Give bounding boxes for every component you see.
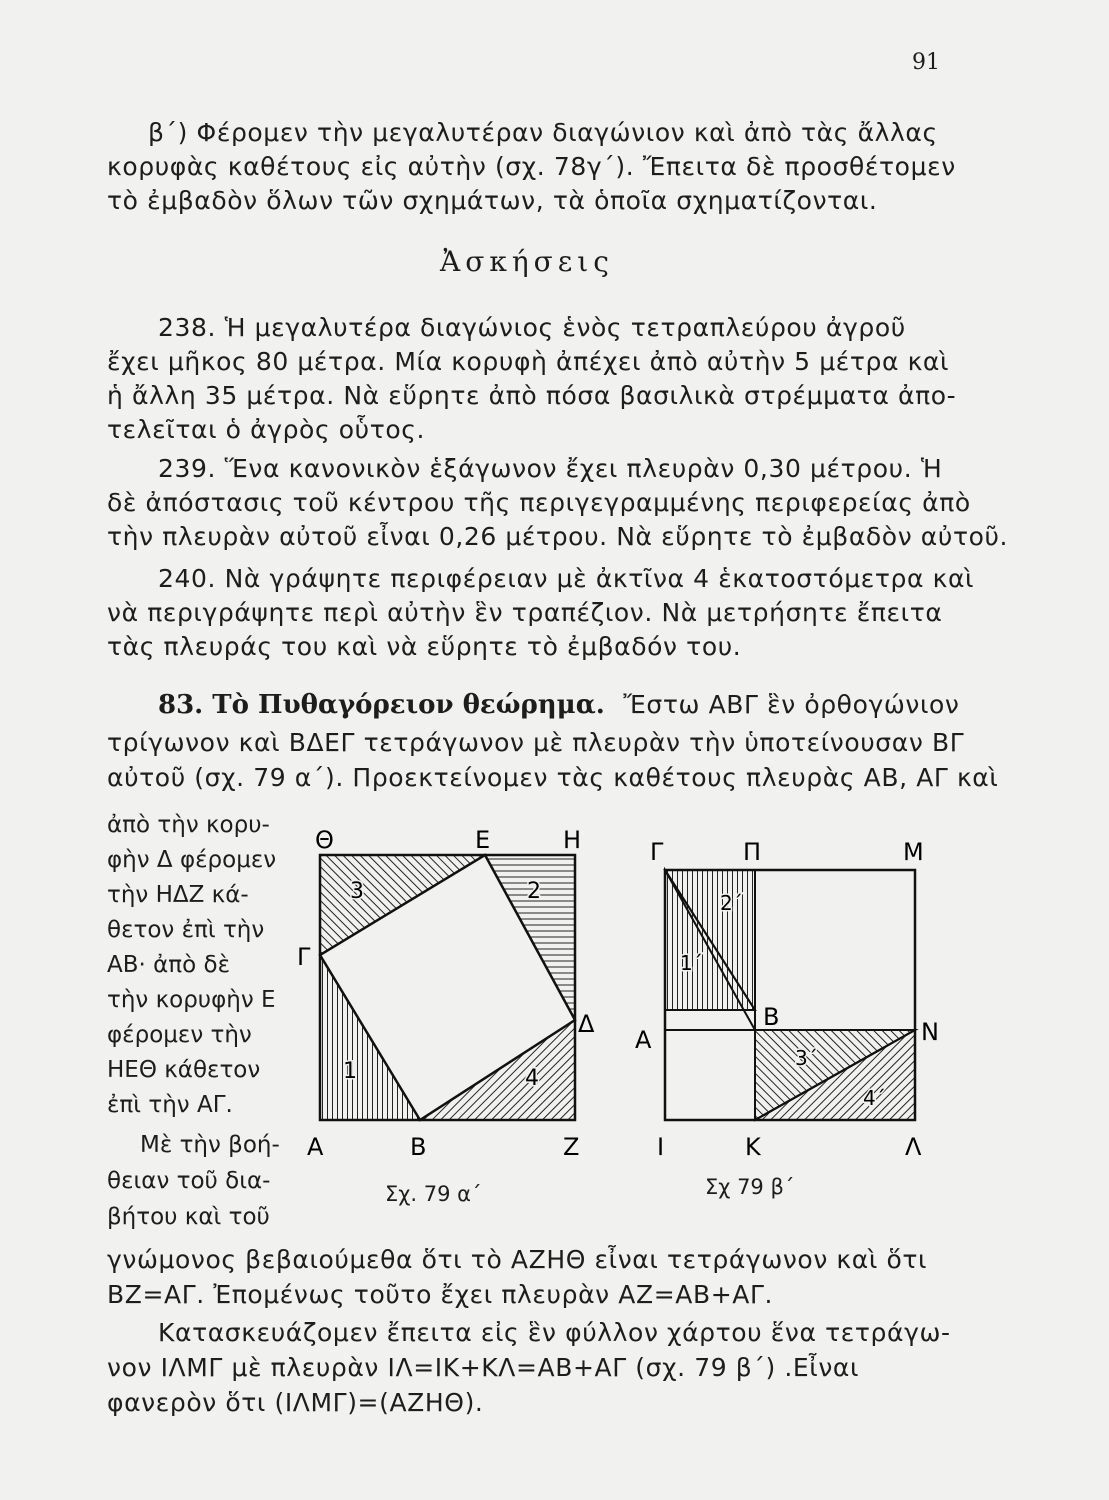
side-line: τὴν κορυφὴν Ε bbox=[107, 987, 276, 1013]
section-first-line bbox=[158, 690, 960, 720]
exercises-heading: Ἀσκήσεις bbox=[440, 245, 614, 278]
fig-b-region-3: 3΄ bbox=[795, 1046, 818, 1070]
exercise-line: ἔχει μῆκος 80 μέτρα. Μία κορυφὴ ἀπέχει ἀπὸ αὐτὴν 5 μέτρα καὶ bbox=[107, 347, 950, 376]
fig-b-region-4: 4΄ bbox=[863, 1086, 886, 1110]
after-line: γνώμονος βεβαιούμεθα ὅτι τὸ ΑΖΗΘ εἶναι τετράγωνον καὶ ὅτι bbox=[107, 1245, 928, 1274]
figure-a-caption: Σχ. 79 α΄ bbox=[385, 1182, 482, 1206]
section-line-rest: Ἔστω ΑΒΓ ἓν ὀρθογώνιον bbox=[623, 690, 960, 719]
side-line: Μὲ τὴν βοή- bbox=[140, 1132, 280, 1158]
fig-a-region-2: 2 bbox=[527, 879, 541, 904]
fig-a-region-3: 3 bbox=[350, 879, 364, 904]
side-line: φὴν Δ φέρομεν bbox=[107, 847, 277, 873]
fig-a-label-H: Η bbox=[563, 826, 582, 854]
exercise-line: 239. Ἕνα κανονικὸν ἑξάγωνον ἔχει πλευρὰν 0,30 μέτρου. Ἡ bbox=[158, 454, 943, 483]
exercise-line: 238. Ἡ μεγαλυτέρα διαγώνιος ἑνὸς τετραπλεύρου ἀγροῦ bbox=[158, 313, 906, 342]
side-line: θειαν τοῦ δια- bbox=[107, 1168, 271, 1194]
exercise-line: τελεῖται ὁ ἀγρὸς οὗτος. bbox=[107, 415, 426, 444]
side-line: ἐπὶ τὴν ΑΓ. bbox=[107, 1092, 233, 1118]
fig-b-label-K: Κ bbox=[745, 1133, 761, 1161]
side-line: ΗΕΘ κάθετον bbox=[107, 1057, 261, 1083]
fig-b-label-pi: Π bbox=[743, 838, 762, 866]
side-line: φέρομεν τὴν bbox=[107, 1022, 252, 1048]
side-line: ΑΒ· ἀπὸ δὲ bbox=[107, 952, 231, 978]
fig-b-region-1: 1΄ bbox=[680, 951, 703, 975]
after-line: Κατασκευάζομεν ἔπειτα εἰς ἓν φύλλον χάρτου ἕνα τετράγω- bbox=[158, 1318, 951, 1347]
exercise-line: 240. Νὰ γράψητε περιφέρειαν μὲ ἀκτῖνα 4 ἑκατοστόμετρα καὶ bbox=[158, 564, 975, 593]
exercise-line: δὲ ἀπόστασις τοῦ κέντρου τῆς περιγεγραμμένης περιφερείας ἀπὸ bbox=[107, 488, 971, 517]
side-line: τὴν ΗΔΖ κά- bbox=[107, 882, 249, 908]
side-line: ἀπὸ τὴν κορυ- bbox=[107, 812, 270, 838]
fig-b-label-B: Β bbox=[763, 1003, 780, 1031]
figure-b-caption: Σχ 79 β΄ bbox=[705, 1175, 795, 1199]
fig-a-region-1: 1 bbox=[343, 1059, 357, 1084]
fig-a-label-B: Β bbox=[410, 1133, 427, 1161]
fig-a-label-A: Α bbox=[307, 1133, 324, 1161]
after-line: νον ΙΛΜΓ μὲ πλευρὰν ΙΛ=ΙΚ+ΚΛ=ΑΒ+ΑΓ (σχ. 79 β΄) .Εἶναι bbox=[107, 1353, 860, 1382]
figure-79a bbox=[295, 820, 595, 1180]
page-number: 91 bbox=[912, 50, 940, 75]
fig-b-label-M: Μ bbox=[903, 838, 924, 866]
fig-b-region-2: 2΄ bbox=[720, 891, 743, 915]
fig-b-label-N: Ν bbox=[921, 1018, 939, 1046]
fig-a-label-E: Ε bbox=[475, 826, 491, 854]
after-line: ΒΖ=ΑΓ. Ἐπομένως τοῦτο ἔχει πλευρὰν ΑΖ=ΑΒ+ΑΓ. bbox=[107, 1280, 774, 1309]
exercise-line: τὴν πλευρὰν αὐτοῦ εἶναι 0,26 μέτρου. Νὰ εὕρητε τὸ ἐμβαδὸν αὐτοῦ. bbox=[107, 522, 1009, 551]
section-line: αὐτοῦ (σχ. 79 α΄). Προεκτείνομεν τὰς καθέτους πλευρὰς ΑΒ, ΑΓ καὶ bbox=[107, 763, 999, 792]
after-line: φανερὸν ὅτι (ΙΛΜΓ)=(ΑΖΗΘ). bbox=[107, 1388, 484, 1417]
fig-a-label-delta: Δ bbox=[578, 1010, 595, 1038]
fig-a-label-Z: Ζ bbox=[563, 1133, 580, 1161]
side-line: βήτου καὶ τοῦ bbox=[107, 1204, 270, 1230]
side-line: θετον ἐπὶ τὴν bbox=[107, 917, 265, 943]
section-line: τρίγωνον καὶ ΒΔΕΓ τετράγωνον μὲ πλευρὰν τὴν ὑποτείνουσαν ΒΓ bbox=[107, 728, 965, 757]
section-title: 83. Τὸ Πυθαγόρειον θεώρημα. bbox=[158, 690, 605, 720]
exercise-line: ἡ ἄλλη 35 μέτρα. Νὰ εὕρητε ἀπὸ πόσα βασιλικὰ στρέμματα ἀπο- bbox=[107, 381, 957, 410]
intro-line: β΄) Φέρομεν τὴν μεγαλυτέραν διαγώνιον καὶ ἀπὸ τὰς ἄλλας bbox=[148, 118, 938, 147]
exercise-line: νὰ περιγράψητε περὶ αὐτὴν ἓν τραπέζιον. Νὰ μετρήσητε ἔπειτα bbox=[107, 598, 943, 627]
fig-b-label-gamma: Γ bbox=[650, 838, 664, 866]
fig-a-label-gamma: Γ bbox=[297, 943, 311, 971]
exercise-line: τὰς πλευράς του καὶ νὰ εὕρητε τὸ ἐμβαδόν του. bbox=[107, 632, 742, 661]
intro-line: τὸ ἐμβαδὸν ὅλων τῶν σχημάτων, τὰ ὁποῖα σχηματίζονται. bbox=[107, 186, 878, 215]
fig-a-label-theta: Θ bbox=[315, 826, 334, 854]
intro-line: κορυφὰς καθέτους εἰς αὐτὴν (σχ. 78γ΄). Ἔπειτα δὲ προσθέτομεν bbox=[107, 152, 956, 181]
fig-b-label-A: Α bbox=[635, 1026, 652, 1054]
figure-79b bbox=[625, 820, 945, 1180]
fig-b-label-lambda: Λ bbox=[905, 1133, 922, 1161]
fig-b-label-I: Ι bbox=[657, 1133, 665, 1161]
fig-a-region-4: 4 bbox=[525, 1066, 539, 1091]
